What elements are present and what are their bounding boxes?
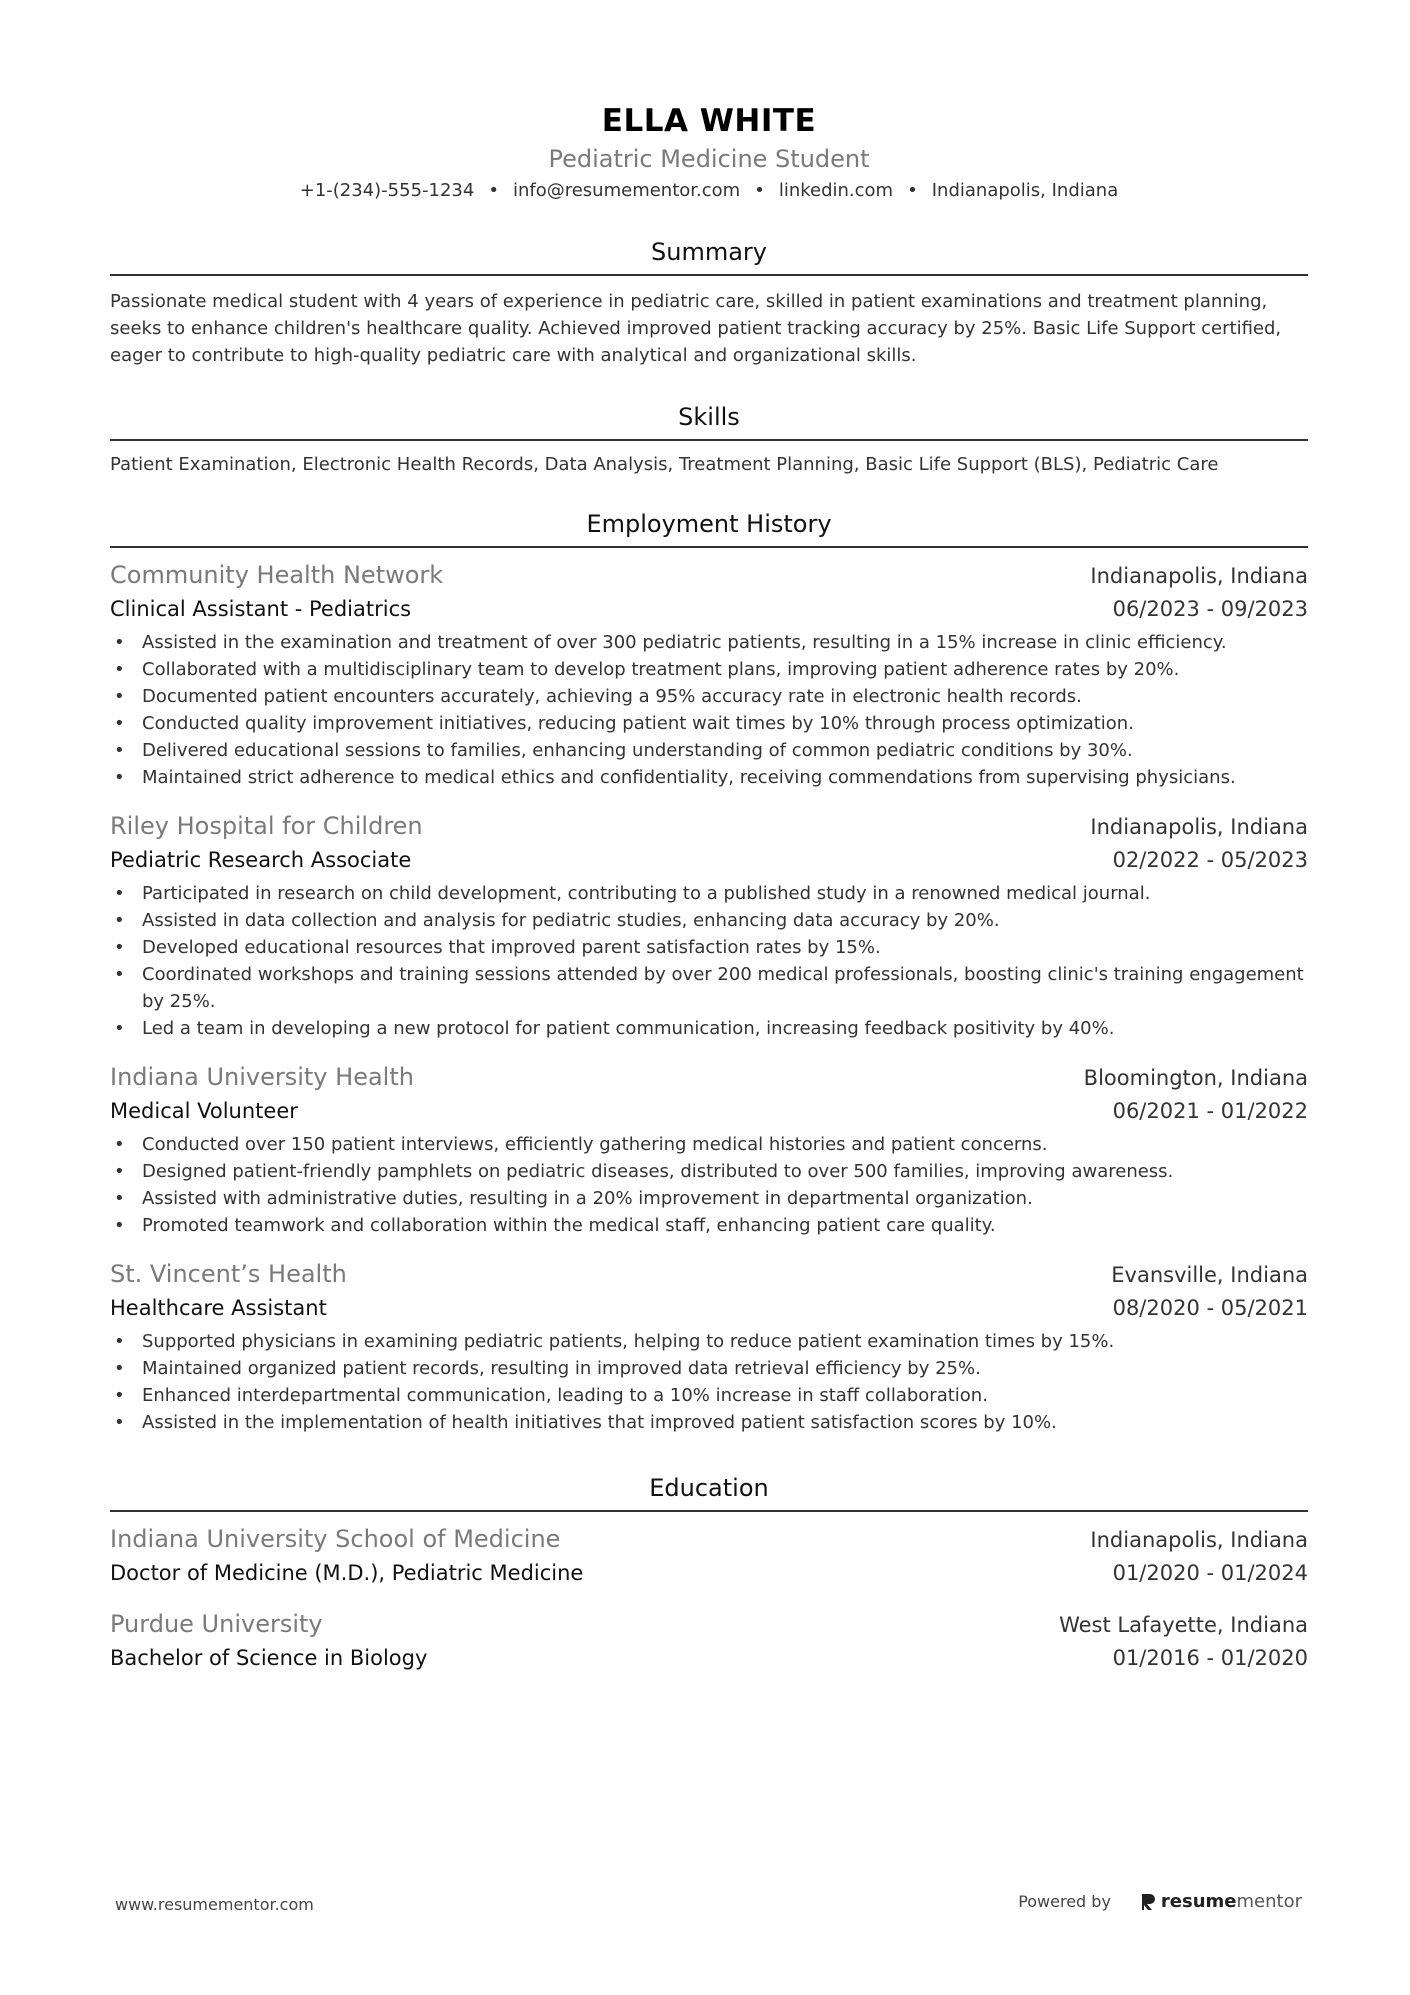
education-dates: 01/2016 - 01/2020 [1112,1646,1308,1670]
footer-branding [1018,1891,1302,1912]
brand-name-part1: resume [1160,1891,1237,1912]
list-item: • Assisted in data collection and analysis for pediatric studies, enhancing data accuracy by 20%. [110,907,1308,934]
phone: +1-(234)-555-1234 [299,180,475,201]
job-dates: 08/2020 - 05/2021 [1112,1296,1308,1320]
job-organization: Indiana University Health [110,1063,414,1091]
job-role: Clinical Assistant - Pediatrics [110,597,412,621]
job-role: Pediatric Research Associate [110,848,412,872]
skills-section [110,401,1308,478]
contact-line [110,176,1308,206]
bullet-separator: • [907,180,918,201]
list-item: • Maintained organized patient records, resulting in improved data retrieval efficiency by 25%. [110,1355,1308,1382]
list-item: • Enhanced interdepartmental communication, leading to a 10% increase in staff collaboration. [110,1382,1308,1409]
list-item: • Participated in research on child development, contributing to a published study in a renowned medical journal. [110,880,1308,907]
education-dates: 01/2020 - 01/2024 [1112,1561,1308,1585]
email-link[interactable]: info@resumementor.com [512,180,741,201]
job-bullets [110,880,1308,1042]
job-role: Medical Volunteer [110,1099,298,1123]
job-organization: Community Health Network [110,561,444,589]
list-item: • Supported physicians in examining pediatric patients, helping to reduce patient examination times by 15%. [110,1328,1308,1355]
job-role: Healthcare Assistant [110,1296,327,1320]
job-dates: 06/2021 - 01/2022 [1112,1099,1308,1123]
summary-section [110,236,1308,369]
list-item: • Promoted teamwork and collaboration within the medical staff, enhancing patient care quality. [110,1212,1308,1239]
job-bullets [110,1131,1308,1239]
job-location: Indianapolis, Indiana [1090,815,1308,839]
bullet-separator: • [488,180,499,201]
job-entry [110,1257,1308,1436]
education-heading: Education [649,1474,769,1502]
education-entry [110,1522,1308,1589]
list-item: • Documented patient encounters accurately, achieving a 95% accuracy rate in electronic health records. [110,683,1308,710]
list-item: • Maintained strict adherence to medical ethics and confidentiality, receiving commendations from supervising physicians. [110,764,1308,791]
candidate-title: Pediatric Medicine Student [548,145,870,173]
list-item: • Conducted over 150 patient interviews, efficiently gathering medical histories and patient concerns. [110,1131,1308,1158]
job-entry [110,809,1308,1042]
list-item: • Delivered educational sessions to families, enhancing understanding of common pediatric conditions by 30%. [110,737,1308,764]
job-organization: Riley Hospital for Children [110,812,423,840]
job-location: Evansville, Indiana [1111,1263,1308,1287]
job-entry [110,1060,1308,1239]
list-item: • Collaborated with a multidisciplinary team to develop treatment plans, improving patient adherence rates by 20%. [110,656,1308,683]
list-item: • Designed patient-friendly pamphlets on pediatric diseases, distributed to over 500 families, improving awareness. [110,1158,1308,1185]
list-item: • Developed educational resources that improved parent satisfaction rates by 15%. [110,934,1308,961]
summary-heading: Summary [651,238,767,266]
skills-text: Patient Examination, Electronic Health Records, Data Analysis, Treatment Planning, Basic Life Support (BLS), Pediatric Care [110,454,1219,475]
footer-website-link[interactable]: www.resumementor.com [115,1895,314,1914]
education-entry [110,1607,1308,1674]
section-divider [110,274,1308,276]
bullet-separator: • [754,180,765,201]
employment-heading: Employment History [586,510,832,538]
job-organization: St. Vincent’s Health [110,1260,347,1288]
employment-section [110,508,1308,1436]
section-divider [110,439,1308,441]
job-location: Bloomington, Indiana [1083,1066,1308,1090]
list-item: • Led a team in developing a new protocol for patient communication, increasing feedback positivity by 40%. [110,1015,1308,1042]
job-bullets [110,629,1308,791]
section-divider [110,546,1308,548]
list-item: • Conducted quality improvement initiatives, reducing patient wait times by 10% through process optimization. [110,710,1308,737]
powered-by-label: Powered by [1018,1892,1111,1911]
list-item: • Assisted with administrative duties, resulting in a 20% improvement in departmental organization. [110,1185,1308,1212]
resumementor-logo-icon [1139,1892,1157,1912]
degree: Doctor of Medicine (M.D.), Pediatric Medicine [110,1561,584,1585]
school-location: Indianapolis, Indiana [1090,1528,1308,1552]
brand-name-part2: mentor [1236,1891,1302,1912]
job-location: Indianapolis, Indiana [1090,564,1308,588]
school-name: Purdue University [110,1610,323,1638]
location: Indianapolis, Indiana [931,180,1119,201]
job-entry [110,558,1308,791]
section-divider [110,1510,1308,1512]
job-dates: 06/2023 - 09/2023 [1112,597,1308,621]
candidate-name: ELLA WHITE [601,103,817,139]
job-bullets [110,1328,1308,1436]
school-location: West Lafayette, Indiana [1059,1613,1308,1637]
school-name: Indiana University School of Medicine [110,1525,561,1553]
job-dates: 02/2022 - 05/2023 [1112,848,1308,872]
list-item: • Assisted in the examination and treatment of over 300 pediatric patients, resulting in a 15% increase in clinic efficiency. [110,629,1308,656]
linkedin-link[interactable]: linkedin.com [778,180,894,201]
degree: Bachelor of Science in Biology [110,1646,428,1670]
resume-page [110,98,1308,1674]
education-section [110,1472,1308,1674]
list-item: • Assisted in the implementation of health initiatives that improved patient satisfaction scores by 10%. [110,1409,1308,1436]
skills-heading: Skills [678,403,740,431]
summary-text: Passionate medical student with 4 years of experience in pediatric care, skilled in patient examinations and treatment planning, seeks to enhance children's healthcare quality. Achieved improved patient tracking accuracy by 25%. Basic Life Support certified, eager to contribute to high-quality pediatric care with analytical and organizational skills. [110,291,1282,366]
list-item: • Coordinated workshops and training sessions attended by over 200 medical professionals, boosting clinic's training engagement by 25%. [110,961,1308,1015]
brand-logo[interactable] [1139,1891,1302,1912]
